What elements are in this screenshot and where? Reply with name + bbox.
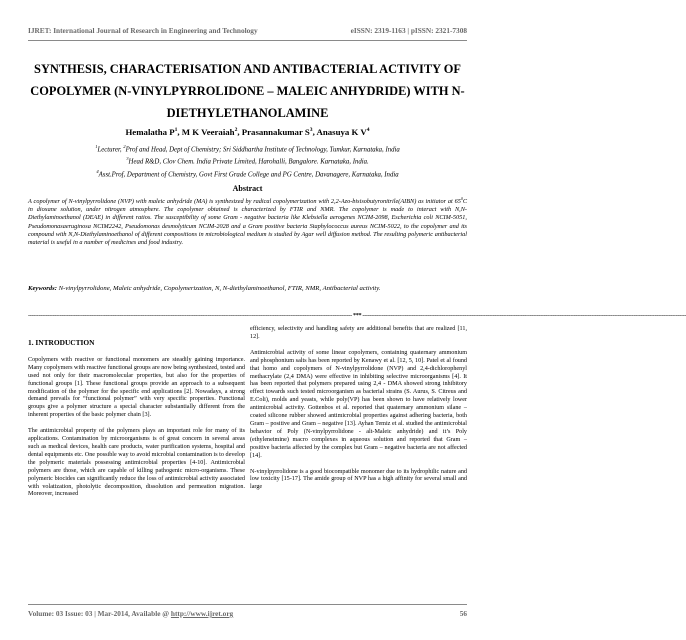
right-column — [250, 326, 467, 500]
page-number: 56 — [459, 609, 467, 618]
abstract-text: A copolymer of N-vinylpyrrolidone (NVP) with maleic anhydride (MA) is synthesized by radical copolymerization with 2,2-Azo-bisisobutyronitrile(AIBN) as initiator at $65^0C$ in dioxane solution, under nitrogen atmosphere. The copolymer obtained is characterized by FTIR and NMR. The copolymer is made to interact with N,N-Diethylaminoethanol (DEAE) in different ratios. The susceptibility of some Gram - negative bacteria like Klebsiella aerogenes NCIM-2098, Escherichia coli NCIM-5051, Pseudomonasaeruginosa NCIM2242, Pseudomonas desmolyticum NCIM-2028 and a Gram positive bacteria Staphylococcus aureus NCIM-5022, to the copolymer and its compound with N,N-Diethylaminoethanol of different compositions in microbiological medium is studied by Agar well diffusion method. The resulting polymeric antibacterial material is useful in a number of medicines and food industry. — [28, 196, 467, 247]
issn-info: eISSN: 2319-1163 | pISSN: 2321-7308 — [350, 26, 467, 35]
paragraph: The antimicrobial property of the polymers plays an important role for many of its applications. Contamination by microorganisms is of great concern in several areas such as medical devices, health care products, water purification systems, hospital and dental equipments etc. One possible way to avoid microbial contamination is to develop the polymeric materials possessing antimicrobial properties [4-10]. Antimicrobial polymers are those, which are capable of killing pathogenic micro-organisms. These polymeric biocides can significantly reduce the loss of antimicrobial activity associated with volatization, photolytic decomposition, dissolution and permeation migration. Moreover, increased — [28, 428, 245, 498]
author-list: Hemalatha $P^1$, M K Veeraiah$^2$, Prasannakumar $S^3$, Anasuya K $V^4$ — [125, 127, 370, 137]
author-sup: 1 — [174, 127, 178, 134]
affiliation-line-3: $^4$Asst.Prof, Department of Chemistry, Govt First Grade College and PG Centre, Davanagere, Karnataka, India — [96, 168, 399, 178]
header-rule — [28, 40, 467, 41]
paragraph: efficiency, selectivity and handling safety are additional benefits that are realized [11, 12]. — [250, 326, 467, 340]
keywords — [28, 281, 467, 297]
keywords-label: Keywords: — [28, 285, 57, 292]
section-divider: ---------------------------------------------------------------------------------------------------------------------------------------------------------------------------------------- *** ---------------------------------------------------------------------------------------------------------------------------------------------------------------------------------------- — [28, 312, 686, 319]
page-footer — [28, 609, 467, 618]
author-sup: 3 — [309, 127, 313, 134]
footer-rule — [28, 604, 467, 605]
author-name: M K Veeraiah — [181, 127, 235, 137]
abstract-heading: Abstract — [232, 184, 263, 193]
author-name: Anasuya K V — [316, 127, 367, 137]
paper-title: SYNTHESIS, CHARACTERISATION AND ANTIBACTERIAL ACTIVITY OF COPOLYMER (N-VINYLPYRROLIDONE – MALEIC ANHYDRIDE) WITH N- DIETHYLETHANOLAMINE — [30, 62, 465, 120]
author-sup: 4 — [366, 127, 370, 134]
affiliation-line-1: $^1$Lecturer, $^2$Prof and Head, Dept of Chemistry; Sri Siddhartha Institute of Technology, Tumkur, Karnataka, India — [95, 144, 400, 154]
journal-name: IJRET: International Journal of Research in Engineering and Technology — [28, 26, 258, 35]
affiliation-line-2: $^3$Head R&D, Clov Chem. India Private Limited, Harohalli, Bangalore. Karnataka, India. — [126, 156, 369, 166]
paragraph: Antimicrobial activity of some linear copolymers, containing quaternary ammonium and phosphonium salts has been reported by Kenawy et al. [12, 5, 10]. Patel et al found that homo and copolymers of N-vinylpyrrolidone (NVP) and 2,4-dichlorophenyl methacrylate (2,4 DMA) were effective in inhibiting selective microorganisms [4]. It has been reported that polymers prepared using 2,4 - DMA showed strong inhibitory effect towards such tested microorganism as bacterial strains (S. Aurus, S. Citreus and E.Coli), molds and yeasts, while poly(VP) has been shown to have relatively lower antimicrobial activity. Gottenbos et al. reported that quaternary ammonium silane – coated silicone rubber showed antimicrobial properties against adhering bacteria, both Gram – positive and Gram – negative [13]. Ayhan Temiz et al. studied the antimicrobial behavior of Poly (N-vinylpyrrolidone - alt-Maleic anhydride) and it’s Poly (ethyleneimine) macro complexes in aqueous solution and reported that Gram – positive bacteria affected by the complex but Gram – negative bacteria are not affected [14]. — [250, 349, 467, 459]
author-sup: 2 — [234, 127, 238, 134]
keywords-text: N-vinylpyrrolidone, Maleic anhydride, Copolymerization, N, N-diethylaminoethanol, FTIR, NMR, Antibacterial activity. — [56, 285, 381, 292]
author-name: Prasannakumar S — [241, 127, 310, 137]
section-heading: 1. INTRODUCTION — [28, 338, 95, 347]
affiliations — [28, 142, 467, 179]
left-column — [28, 333, 245, 507]
journal-link[interactable]: http://www.ijret.org — [170, 609, 234, 618]
running-header — [28, 26, 467, 35]
footer-volume: Volume: 03 Issue: 03 | Mar-2014, Available @ http://www.ijret.org — [28, 609, 234, 618]
paragraph: N-vinylpyrrolidone is a good biocompatible monomer due to its hydrophilic nature and low toxicity [15-17]. The amide group of NVP has a high affinity for several small and large — [250, 468, 467, 491]
author-name: Hemalatha P — [125, 127, 175, 137]
paragraph: Copolymers with reactive or functional monomers are steadily gaining importance. Many copolymers with reactive functional groups are now being synthesized, tested and used not only for their macromolecular properties, but also for the properties of functional groups [1]. These functional groups provide an approach to a subsequent modification of the polymer for the specific end applications [2]. Nowadays, a strong demand prevails for “functional polymer” with very specific properties. Functional groups give a polymer structure a special character substantially different from the inherent properties of the basic polymer chain [3]. — [28, 356, 245, 419]
